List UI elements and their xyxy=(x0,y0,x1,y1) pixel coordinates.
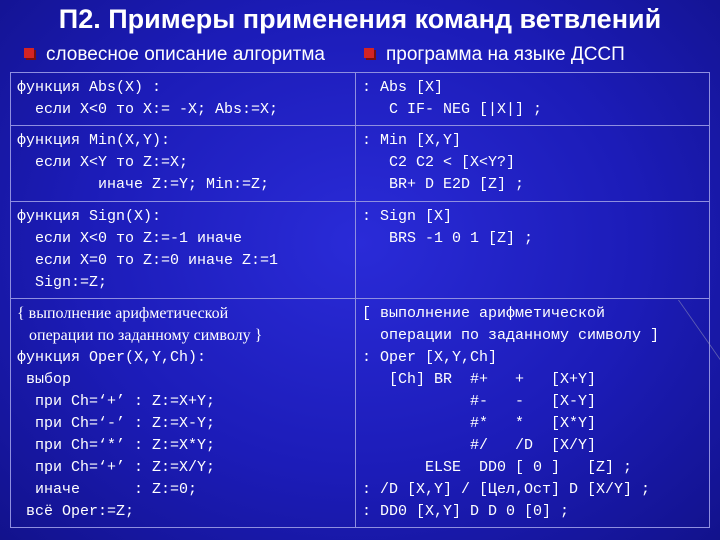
examples-table xyxy=(10,72,710,528)
algorithm-comment: { выполнение арифметической операции по заданному символу } xyxy=(17,305,263,344)
header-right-label: программа на языке ДССП xyxy=(386,44,625,65)
table-row xyxy=(11,126,710,202)
table-row xyxy=(11,299,710,528)
dssp-program: : Abs [X] C IF- NEG [|X|] ; xyxy=(356,73,710,126)
bullet-icon xyxy=(24,48,34,58)
algorithm-description: функция Sign(X): если X<0 то Z:=-1 иначе если X=0 то Z:=0 иначе Z:=1 Sign:=Z; xyxy=(11,202,356,299)
algorithm-description: функция Abs(X) : если X<0 то X:= -X; Abs:=X; xyxy=(11,73,356,126)
algorithm-description: функция Min(X,Y): если X<Y то Z:=X; иначе Z:=Y; Min:=Z; xyxy=(11,126,356,202)
slide-title: П2. Примеры применения команд ветвлений xyxy=(58,4,662,34)
table-row xyxy=(11,202,710,299)
header-left xyxy=(24,44,325,66)
dssp-program: : Sign [X] BRS -1 0 1 [Z] ; xyxy=(356,202,710,299)
table-row xyxy=(11,73,710,126)
dssp-program: [ выполнение арифметической операции по заданному символу ] : Oper [X,Y,Ch] [Ch] BR #+ + [X+Y] #- - [X-Y] #* * [X*Y] #/ /D [X/Y] ELSE DD0 [ 0 ] [Z] ; : /D [X,Y] / [Цел,Ост] D [X/Y] ; : DD0 [X,Y] D D 0 [0] ; xyxy=(356,299,710,528)
bullet-icon xyxy=(364,48,374,58)
header-right xyxy=(364,44,625,66)
algorithm-description-cell xyxy=(11,299,356,528)
algorithm-description: функция Oper(X,Y,Ch): выбор при Ch=‘+’ : Z:=X+Y; при Ch=‘-’ : Z:=X-Y; при Ch=‘*’ : Z:=X*Y; при Ch=‘+’ : Z:=X/Y; иначе : Z:=0; всё Oper:=Z; xyxy=(17,349,216,520)
dssp-program: : Min [X,Y] C2 C2 < [X<Y?] BR+ D E2D [Z] ; xyxy=(356,126,710,202)
header-left-label: словесное описание алгоритма xyxy=(46,44,325,65)
